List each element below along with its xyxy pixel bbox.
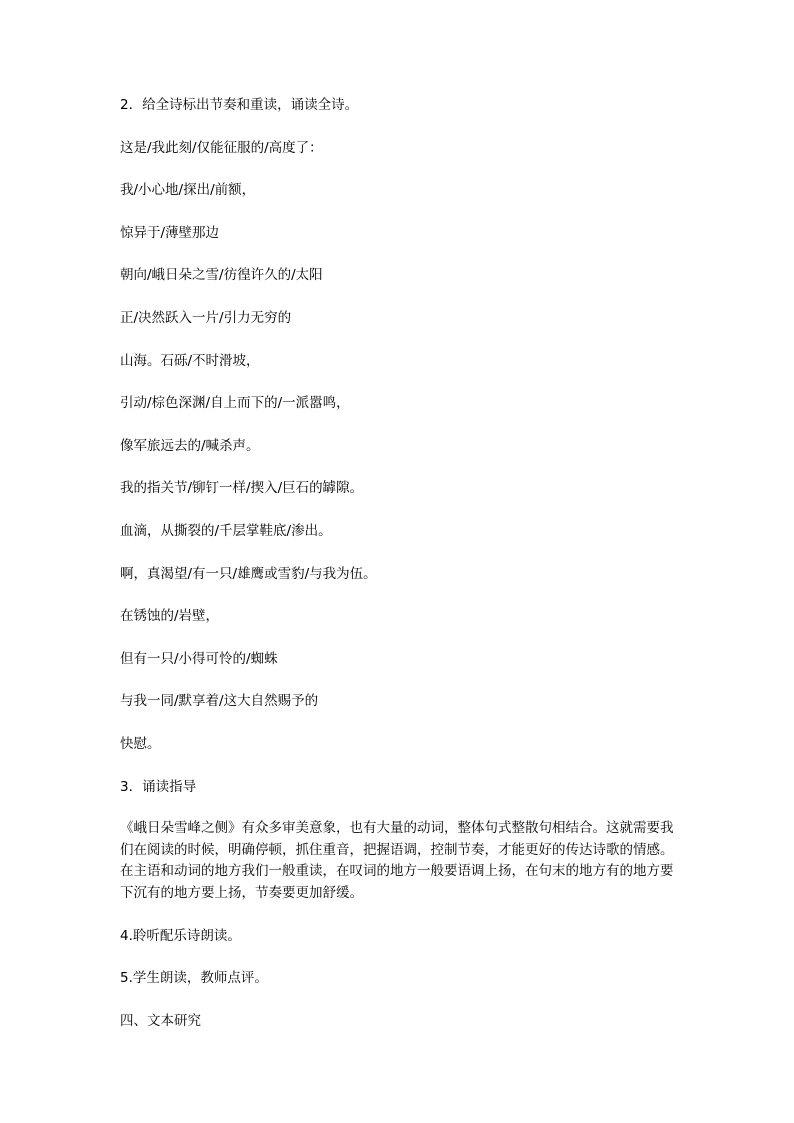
poem-line: 快慰。 [120, 735, 161, 752]
document-body [120, 94, 680, 1052]
section-heading-recite: 2．给全诗标出节奏和重读，诵读全诗。 [120, 97, 359, 113]
poem-line: 惊异于/薄壁那边 [120, 224, 220, 241]
poem-line: 引动/棕色深渊/自上而下的/一派嚣鸣， [120, 395, 350, 412]
poem-line: 朝向/峨日朵之雪/彷徨许久的/太阳 [120, 267, 323, 284]
poem-line: 我/小心地/探出/前额， [120, 182, 256, 199]
poem-line: 但有一只/小得可怜的/蜘蛛 [120, 650, 278, 667]
list-item-listen: 4.聆听配乐诗朗读。 [120, 927, 241, 944]
poem-line: 正/决然跃入一片/引力无穷的 [120, 309, 292, 326]
poem-line: 血滴，从撕裂的/千层掌鞋底/渗出。 [120, 522, 332, 539]
poem-line: 山海。石砾/不时滑坡， [120, 352, 260, 369]
poem-line: 与我一同/默享着/这大自然赐予的 [120, 693, 319, 710]
section-heading-text-study: 四、文本研究 [120, 1012, 201, 1029]
poem-line: 像军旅远去的/喊杀声。 [120, 437, 260, 454]
poem-line: 我的指关节/铆钉一样/揳入/巨石的罅隙。 [120, 480, 364, 497]
poem-line: 啊，真渴望/有一只/雄鹰或雪豹/与我为伍。 [120, 565, 377, 582]
guide-paragraph: 《峨日朵雪峰之侧》有众多审美意象，也有大量的动词，整体句式整散句相结合。这就需要我们在阅读的时候，明确停顿，抓住重音，把握语调，控制节奏，才能更好的传达诗歌的情感。在主语和动词的地方我们一般重读，在叹词的地方一般要语调上扬，在句末的地方有的地方要下沉有的地方要上扬，节奏要更加舒缓。 [120, 820, 674, 901]
section-heading-guide: 3．诵读指导 [120, 778, 197, 795]
list-item-student-reading: 5.学生朗读，教师点评。 [120, 970, 268, 987]
poem-line: 这是/我此刻/仅能征服的/高度了： [120, 139, 323, 156]
poem-line: 在锈蚀的/岩壁， [120, 608, 220, 625]
